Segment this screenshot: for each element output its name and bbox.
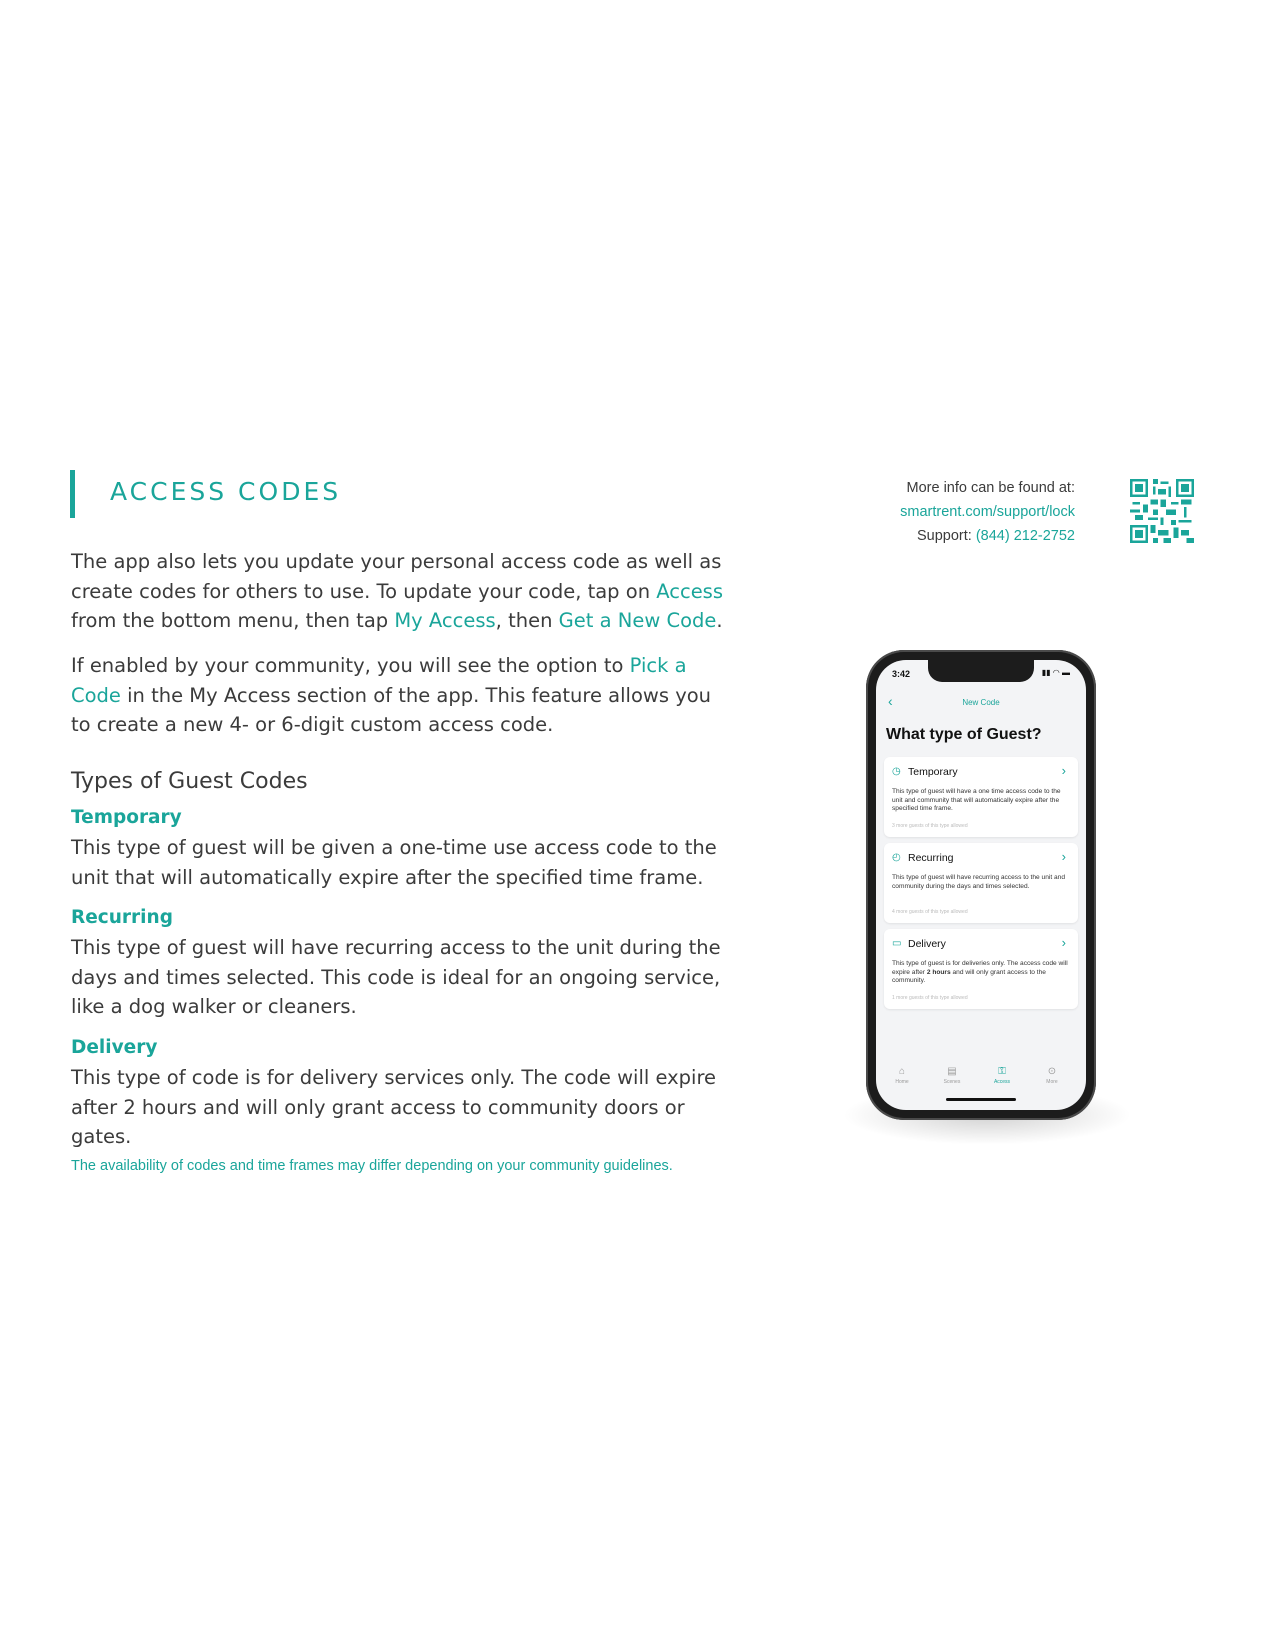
- support-label: Support:: [916, 528, 972, 544]
- pick-text: in the My Access section of the app. This feature allows you to create a new 4- or 6-digit custom access code.: [71, 683, 712, 736]
- pick-a-code-link[interactable]: Pick a Code: [71, 654, 687, 707]
- chevron-right-icon: ›: [1061, 935, 1066, 950]
- intro-text: from the bottom menu, then tap: [71, 609, 395, 632]
- card-desc: This type of guest will have a one time access code to the unit and community that will automatically expire after the specified time frame.: [892, 788, 1061, 812]
- card-title: Recurring: [908, 852, 954, 864]
- info-line: More info can be found at:: [906, 480, 1075, 496]
- intro-text: , then: [495, 609, 559, 632]
- recurring-clock-icon: ◴: [892, 852, 901, 863]
- get-new-code-link[interactable]: Get a New Code: [558, 609, 717, 632]
- tab-label: Scenes: [943, 1079, 961, 1085]
- status-time: 3:42: [892, 669, 911, 679]
- card-note: 3 more guests of this type allowed: [892, 823, 968, 829]
- home-icon: ⌂: [898, 1066, 906, 1077]
- chevron-right-icon: ›: [1061, 849, 1066, 864]
- qr-code-icon: [1130, 479, 1194, 543]
- access-link[interactable]: Access: [656, 579, 724, 603]
- tab-access[interactable]: [982, 1066, 1022, 1085]
- card-note: 1 more guests of this type allowed: [892, 995, 968, 1001]
- tab-home[interactable]: [882, 1066, 922, 1085]
- intro-text: The app also lets you update your personal access code as well as create codes for others to use. To update your code, tap on: [71, 550, 722, 603]
- truck-icon: ▭: [892, 938, 902, 949]
- guest-card-delivery[interactable]: [884, 929, 1078, 1009]
- info-block: [900, 476, 1075, 548]
- card-title: Temporary: [908, 766, 958, 778]
- support-phone-link[interactable]: (844) 212-2752: [975, 528, 1075, 544]
- tab-more[interactable]: [1032, 1066, 1072, 1085]
- page-title: ACCESS CODES: [110, 477, 342, 506]
- guest-card-temporary[interactable]: [884, 757, 1078, 837]
- types-heading: Types of Guest Codes: [71, 769, 308, 794]
- more-icon: ⊙: [1047, 1066, 1057, 1077]
- tab-scenes[interactable]: [932, 1066, 972, 1085]
- card-desc: This type of guest will have recurring access to the unit and community during the days and times selected.: [892, 874, 1065, 890]
- tab-label: Access: [993, 1079, 1011, 1085]
- tab-label: Home: [895, 1079, 909, 1085]
- home-indicator: [946, 1098, 1016, 1101]
- bottom-tab-bar: [876, 1062, 1086, 1110]
- phone-notch: [928, 660, 1034, 682]
- type-label-delivery: Delivery: [71, 1037, 158, 1058]
- card-note: 4 more guests of this type allowed: [892, 909, 968, 915]
- screen-heading: What type of Guest?: [886, 726, 1042, 743]
- chevron-right-icon: ›: [1061, 763, 1066, 778]
- type-desc-recurring: This type of guest will have recurring access to the unit during the days and times selected. This code is ideal for an ongoing service, like a dog walker or cleaners.: [71, 936, 721, 1018]
- footnote: The availability of codes and time frames may differ depending on your community guidelines.: [71, 1158, 673, 1174]
- card-desc-text: This type of guest is for deliveries only. The access code will expire after: [892, 960, 1068, 976]
- intro-paragraph: [71, 547, 731, 636]
- pick-code-paragraph: [71, 651, 731, 740]
- type-label-recurring: Recurring: [71, 907, 173, 928]
- signal-wifi-battery-icon: ▮▮ ◠ ▬: [1041, 668, 1070, 677]
- my-access-link[interactable]: My Access: [394, 609, 496, 632]
- nav-title: New Code: [962, 698, 1000, 707]
- intro-text: .: [716, 609, 723, 632]
- card-desc-text: and will only grant access to the community.: [892, 968, 1046, 984]
- pick-text: If enabled by your community, you will see the option to: [71, 654, 630, 677]
- guest-card-recurring[interactable]: [884, 843, 1078, 923]
- type-label-temporary: Temporary: [71, 807, 182, 828]
- scenes-icon: ▤: [947, 1066, 957, 1077]
- title-accent-bar: [70, 470, 75, 518]
- phone-screen: [876, 660, 1086, 1110]
- card-title: Delivery: [908, 938, 946, 950]
- key-icon: ⚿: [998, 1066, 1006, 1077]
- type-desc-temporary: This type of guest will be given a one-time use access code to the unit that will automatically expire after the specified time frame.: [71, 836, 717, 889]
- phone-mockup: [866, 650, 1096, 1120]
- card-desc: [892, 960, 1070, 986]
- card-desc-bold: 2 hours: [926, 968, 951, 976]
- back-chevron-icon[interactable]: ‹: [888, 693, 893, 709]
- clock-icon: ◷: [892, 766, 901, 777]
- support-line: [900, 524, 1075, 548]
- type-desc-delivery: This type of code is for delivery services only. The code will expire after 2 hours and will only grant access to community doors or gates.: [71, 1066, 717, 1148]
- tab-label: More: [1046, 1079, 1058, 1085]
- support-url-link[interactable]: smartrent.com/support/lock: [900, 504, 1075, 520]
